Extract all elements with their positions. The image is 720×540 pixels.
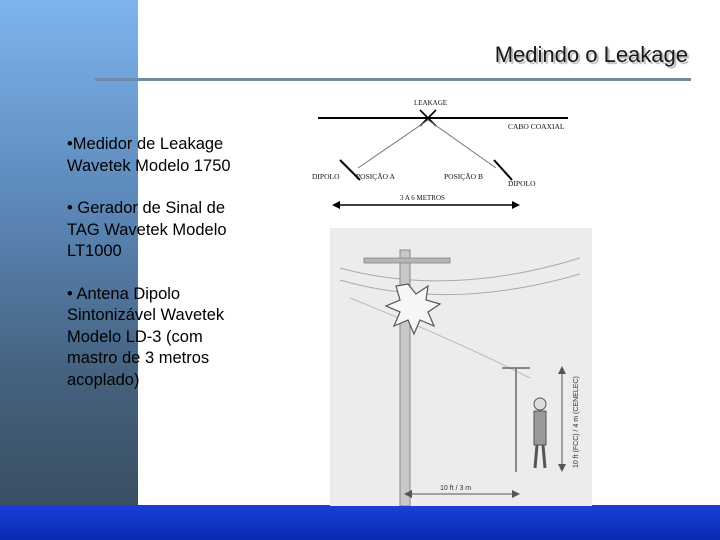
- bullet-medidor: •Medidor de Leakage Wavetek Modelo 1750: [67, 135, 231, 175]
- radiation-line-b: [428, 120, 496, 168]
- technician-head: [534, 398, 546, 410]
- technician-body: [534, 411, 546, 445]
- power-line-3: [350, 298, 530, 378]
- slide-title: Medindo o Leakage: [494, 42, 688, 67]
- distance-arrowhead-left: [332, 201, 340, 209]
- bullet-gerador: • Gerador de Sinal de TAG Wavetek Modelo LT1000: [67, 199, 227, 260]
- technician-leg: [535, 445, 537, 468]
- vertical-arrowhead-bottom: [558, 464, 566, 472]
- radiation-line-a: [358, 120, 428, 168]
- vertical-dimension-label: 10 ft (FCC) / 4 m (CENELEC): [573, 376, 580, 468]
- leakage-diagram: [298, 90, 588, 220]
- vertical-arrowhead-top: [558, 366, 566, 374]
- dipole-right-bar: [494, 160, 512, 180]
- bottom-bar: [0, 505, 720, 540]
- position-b-label: POSIÇÃO B: [444, 172, 483, 181]
- position-a-label: POSIÇÃO A: [356, 172, 395, 181]
- technician-leg-2: [543, 445, 545, 468]
- horizontal-arrowhead-right: [512, 490, 520, 498]
- dipole-right-label: DIPOLO: [508, 179, 536, 188]
- bullet-list: [67, 134, 237, 391]
- horizontal-dimension-label: 10 ft / 3 m: [440, 485, 472, 492]
- measurement-illustration: [330, 228, 592, 506]
- distance-arrowhead-right: [512, 201, 520, 209]
- power-line-2: [340, 274, 580, 295]
- dipole-left-label: DIPOLO: [312, 172, 340, 181]
- leakage-label: LEAKAGE: [414, 99, 448, 107]
- bullet-antena: • Antena Dipolo Sintonizável Wavetek Modelo LD-3 (com mastro de 3 metros acoplado): [67, 284, 225, 389]
- title-underline: [95, 78, 691, 81]
- coaxial-cable-label: CABO COAXIAL: [508, 122, 565, 131]
- distance-label: 3 A 6 METROS: [400, 194, 445, 202]
- pole-crossarm: [364, 258, 450, 263]
